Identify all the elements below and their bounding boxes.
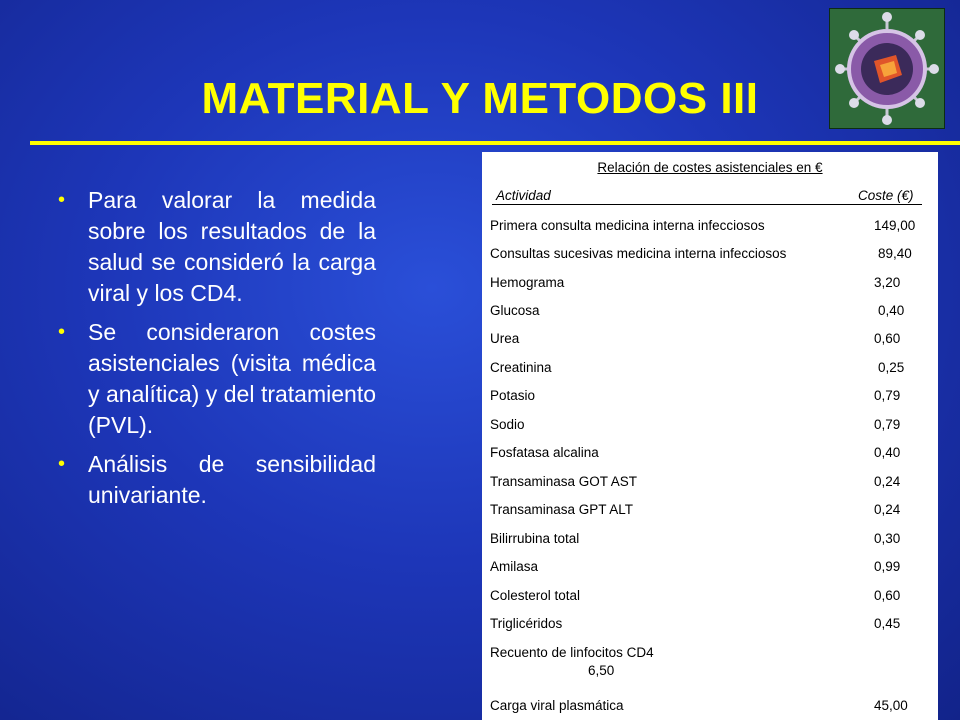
row-activity: Sodio (490, 417, 525, 432)
row-activity: Potasio (490, 388, 536, 403)
bullet-text: Se consideraron costes asistenciales (visita médica y analítica) y del tratamiento (PVL). (88, 319, 376, 438)
table-row (482, 360, 938, 380)
bullet-dot-icon: • (58, 189, 66, 211)
row-cost: 3,20 (874, 275, 901, 290)
virus-logo-icon (829, 8, 945, 129)
row-activity: Colesterol total (490, 588, 581, 603)
table-row (482, 246, 938, 266)
bullet-item (58, 317, 376, 441)
title-underline (30, 141, 960, 145)
cost-table-title: Relación de costes asistenciales en € (597, 160, 823, 175)
row-cost: 0,99 (874, 559, 901, 574)
row-cost: 0,30 (874, 531, 901, 546)
row-activity: Triglicéridos (490, 616, 563, 631)
table-row (482, 531, 938, 551)
table-row (482, 417, 938, 437)
row-activity: Urea (490, 331, 520, 346)
row-cost: 0,60 (874, 588, 901, 603)
table-row (482, 645, 938, 685)
bullet-item (58, 185, 376, 309)
row-activity: Transaminasa GPT ALT (490, 502, 634, 517)
bullet-item (58, 449, 376, 511)
row-activity: Carga viral plasmática (490, 698, 624, 713)
bullet-list (58, 185, 376, 519)
row-cost: 0,40 (878, 303, 905, 318)
row-cost: 89,40 (878, 246, 912, 261)
table-row (482, 502, 938, 522)
row-cost: 0,25 (878, 360, 905, 375)
row-activity: Fosfatasa alcalina (490, 445, 599, 460)
row-cost: 45,00 (874, 698, 908, 713)
row-cost: 0,40 (874, 445, 901, 460)
table-row (482, 331, 938, 351)
row-cost: 0,79 (874, 388, 901, 403)
row-cost: 6,50 (588, 663, 615, 678)
row-cost: 0,45 (874, 616, 901, 631)
row-activity: Creatinina (490, 360, 552, 375)
table-row (482, 616, 938, 636)
table-row (482, 303, 938, 323)
row-activity: Glucosa (490, 303, 540, 318)
bullet-text: Para valorar la medida sobre los resultados de la salud se consideró la carga viral y los CD4. (88, 187, 376, 306)
bullet-dot-icon: • (58, 453, 66, 475)
header-cost: Coste (€) (858, 188, 914, 203)
table-row (482, 559, 938, 579)
table-row (482, 218, 938, 238)
row-activity: Primera consulta medicina interna infecciosos (490, 218, 765, 233)
row-activity: Hemograma (490, 275, 565, 290)
header-activity: Actividad (496, 188, 551, 203)
row-cost: 0,60 (874, 331, 901, 346)
table-row (482, 698, 938, 718)
row-activity: Amilasa (490, 559, 539, 574)
cost-table-panel (482, 152, 938, 720)
row-activity: Recuento de linfocitos CD4 (490, 645, 654, 660)
table-row (482, 388, 938, 408)
bullet-text: Análisis de sensibilidad univariante. (88, 451, 376, 508)
row-cost: 0,24 (874, 474, 901, 489)
table-row (482, 588, 938, 608)
row-cost: 0,79 (874, 417, 901, 432)
row-cost: 149,00 (874, 218, 916, 233)
row-cost: 0,24 (874, 502, 901, 517)
row-activity: Consultas sucesivas medicina interna infecciosos (490, 246, 787, 261)
table-row (482, 474, 938, 494)
table-row (482, 275, 938, 295)
slide-title: MATERIAL Y METODOS III (201, 74, 759, 123)
row-activity: Transaminasa GOT AST (490, 474, 638, 489)
bullet-dot-icon: • (58, 321, 66, 343)
virus-logo-graphic (830, 9, 944, 128)
header-divider (492, 204, 922, 205)
row-activity: Bilirrubina total (490, 531, 580, 546)
table-row (482, 445, 938, 465)
